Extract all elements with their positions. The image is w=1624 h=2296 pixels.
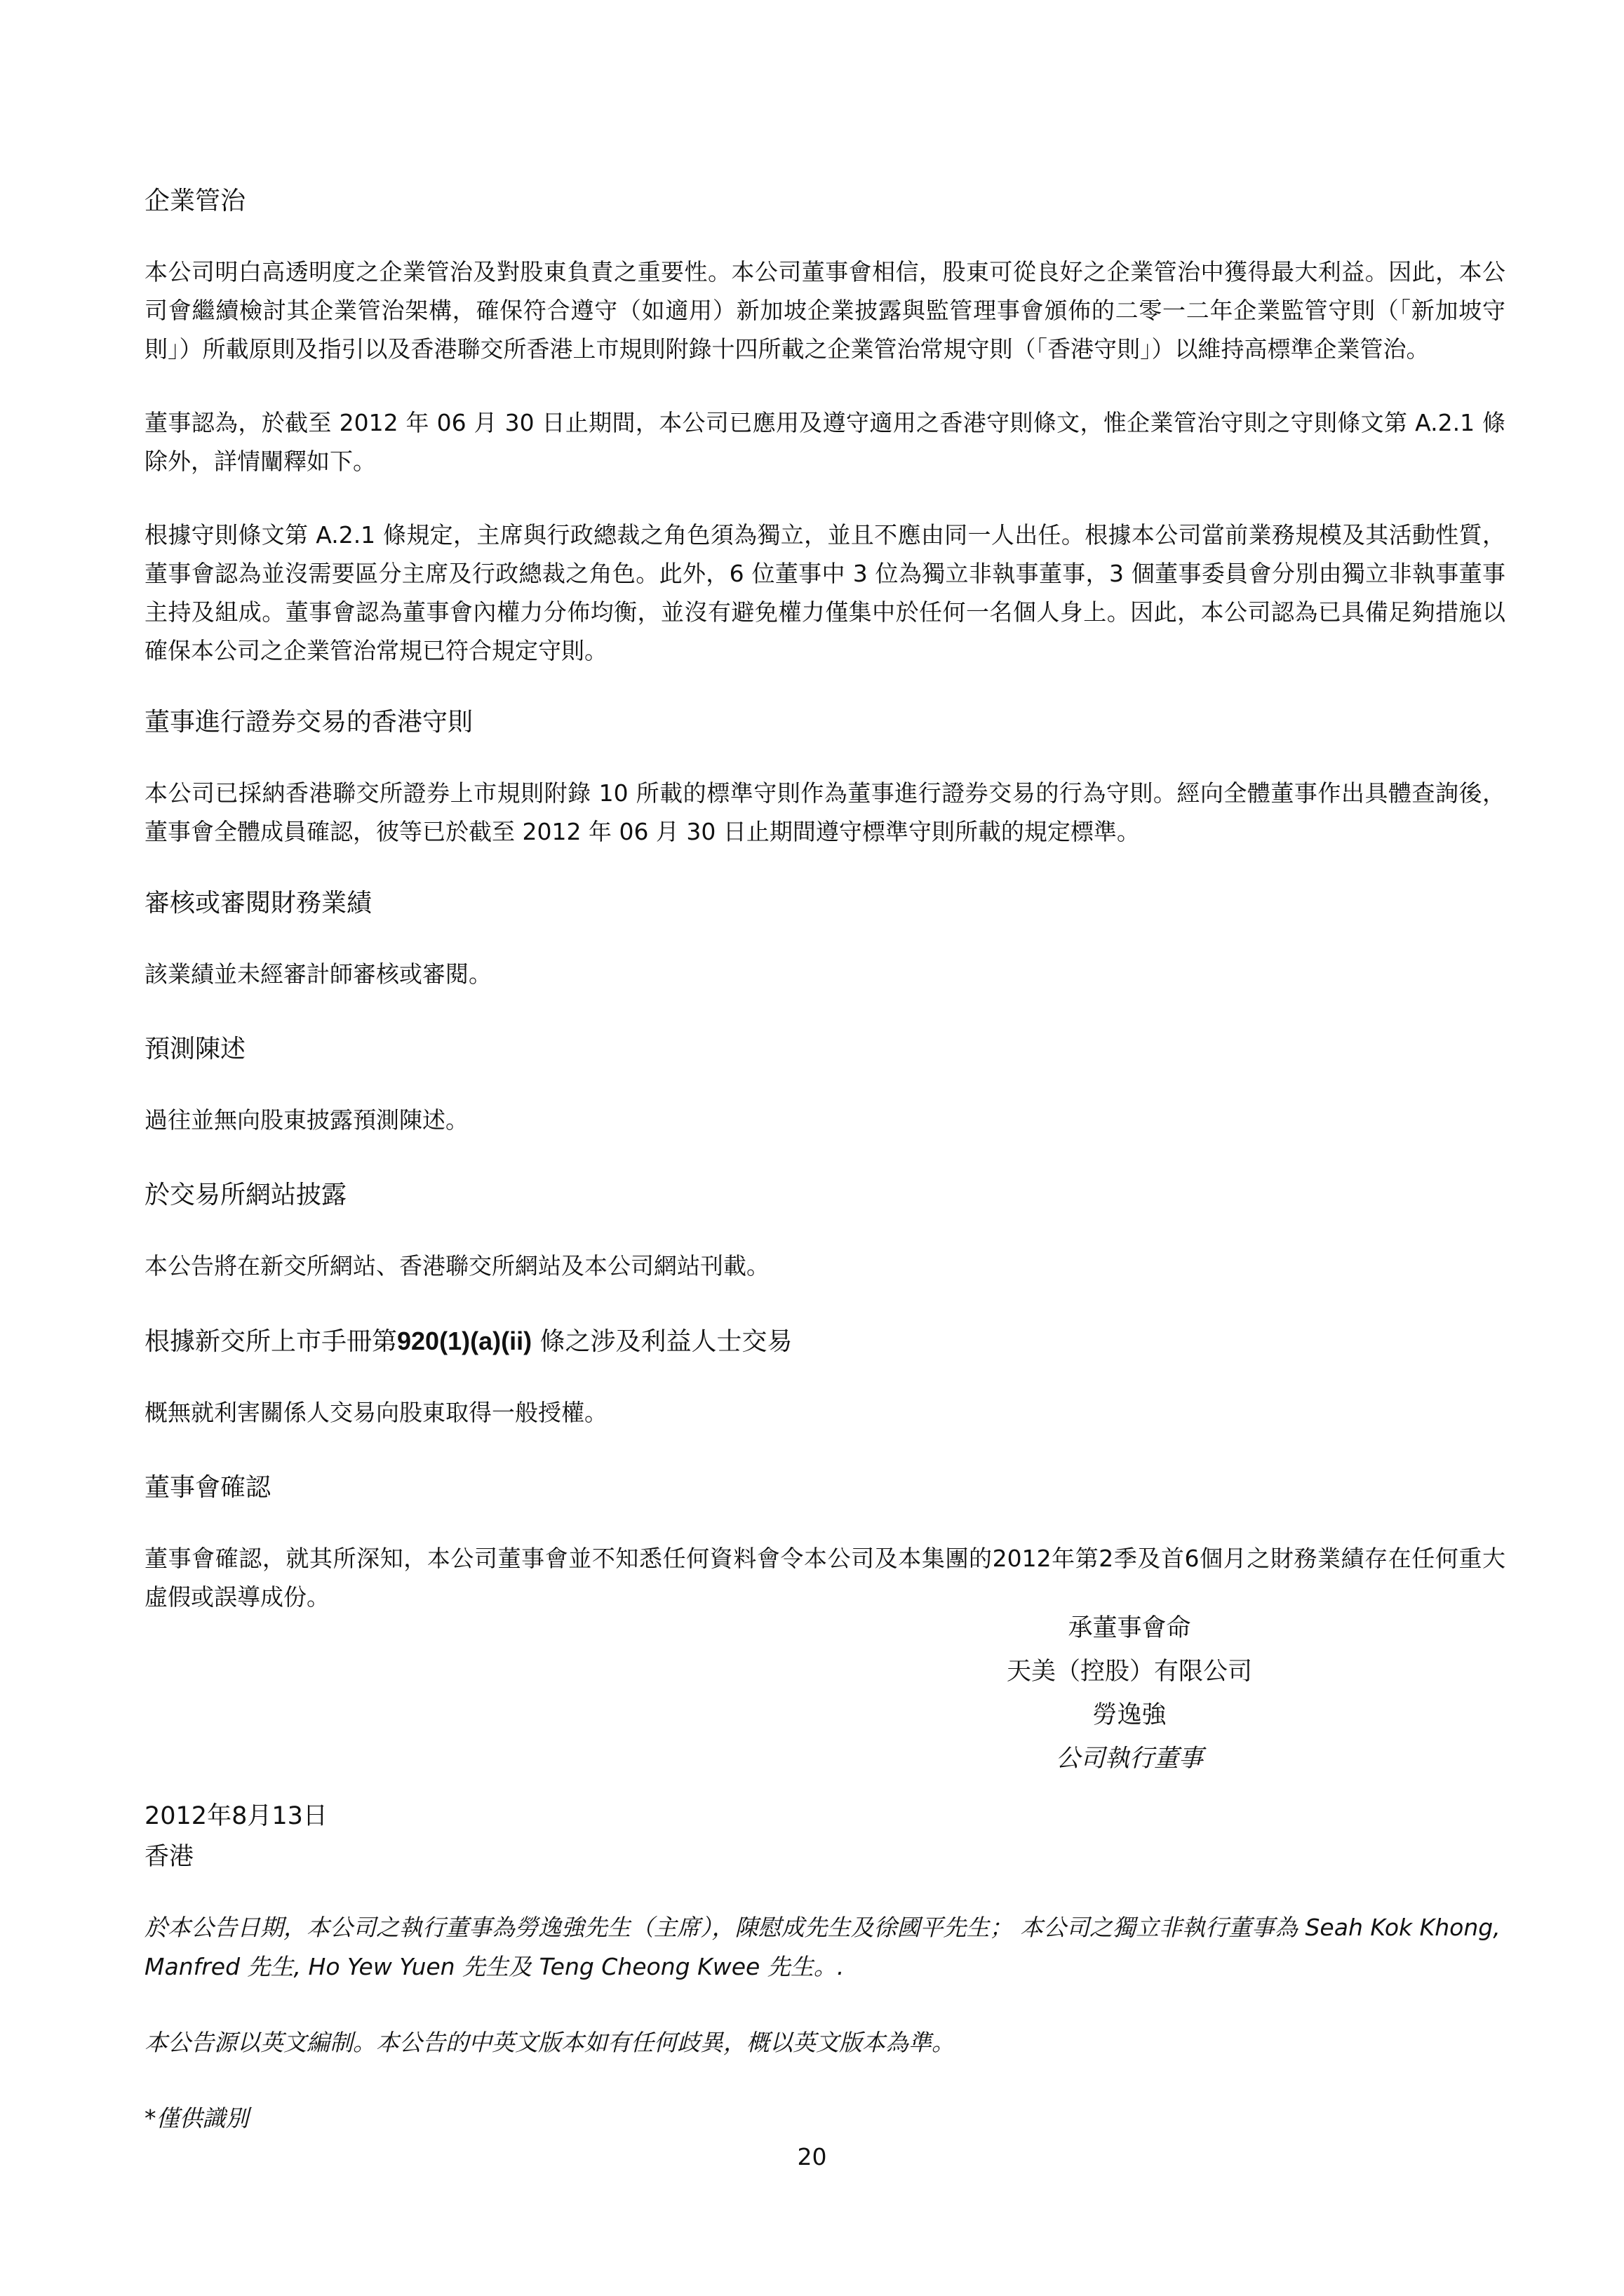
paragraph: 董事認為，於截至 2012 年 06 月 30 日止期間，本公司已應用及遵守適用之香港守則條文，惟企業管治守則之守則條文第 A.2.1 條除外，詳情闡釋如下。 bbox=[145, 409, 1505, 475]
section-heading-forecast: 預測陳述 bbox=[145, 1035, 246, 1063]
section-heading-securities-code: 董事進行證券交易的香港守則 bbox=[145, 708, 474, 737]
page-number: 20 bbox=[797, 2143, 827, 2170]
section-heading-website-disclosure: 於交易所網站披露 bbox=[145, 1181, 347, 1209]
section-heading-interested-person-transactions bbox=[145, 1324, 1505, 1360]
signoff-name: 勞逸強 bbox=[1092, 1701, 1167, 1729]
footnote-directors: 於本公告日期，本公司之執行董事為勞逸強先生（主席），陳慰成先生及徐國平先生； 本公司之獨立非執行董事為 Seah Kok Khong, Manfred 先生, Ho Yew Yuen 先生及 Teng Cheong Kwee 先生。. bbox=[145, 1914, 1501, 1980]
paragraph: 本公司已採納香港聯交所證券上市規則附錄 10 所載的標準守則作為董事進行證券交易的行為守則。經向全體董事作出具體查詢後，董事會全體成員確認，彼等已於截至 2012 年 06 月 30 日止期間遵守標準守則所載的規定標準。 bbox=[145, 779, 1505, 845]
paragraph: 概無就利害關係人交易向股東取得一般授權。 bbox=[145, 1399, 608, 1426]
signoff-company: 天美（控股）有限公司 bbox=[1006, 1658, 1252, 1686]
signoff-role: 公司執行董事 bbox=[1055, 1745, 1203, 1773]
heading-rule-number: 920(1)(a)(ii) bbox=[397, 1327, 532, 1355]
section-heading-corporate-governance: 企業管治 bbox=[145, 187, 246, 215]
paragraph: 董事會確認，就其所深知，本公司董事會並不知悉任何資料會令本公司及本集團的2012年第2季及首6個月之財務業績存在任何重大虛假或誤導成份。 bbox=[145, 1545, 1505, 1611]
document-body bbox=[145, 184, 1505, 1651]
paragraph: 本公司明白高透明度之企業管治及對股東負責之重要性。本公司董事會相信，股東可從良好之企業管治中獲得最大利益。因此，本公司會繼續檢討其企業管治架構，確保符合遵守（如適用）新加坡企業披露與監管理事會頒佈的二零一二年企業監管守則（「新加坡守則」）所載原則及指引以及香港聯交所香港上市規則附錄十四所載之企業管治常規守則（「香港守則」）以維持高標準企業管治。 bbox=[145, 258, 1505, 363]
signature-block bbox=[979, 1606, 1280, 1780]
announcement-date: 2012年8月13日 bbox=[145, 1802, 328, 1830]
section-heading-board-confirmation: 董事會確認 bbox=[145, 1473, 271, 1502]
paragraph: 本公告將在新交所網站、香港聯交所網站及本公司網站刊載。 bbox=[145, 1252, 770, 1280]
signoff-line: 承董事會命 bbox=[1068, 1614, 1191, 1642]
heading-prefix: 根據新交所上市手冊第 bbox=[145, 1327, 398, 1356]
announcement-place: 香港 bbox=[145, 1843, 194, 1871]
paragraph: 該業績並未經審計師審核或審閱。 bbox=[145, 960, 492, 988]
footnotes bbox=[145, 1908, 1505, 2175]
paragraph: 根據守則條文第 A.2.1 條規定，主席與行政總裁之角色須為獨立，並且不應由同一人出任。根據本公司當前業務規模及其活動性質，董事會認為並沒需要區分主席及行政總裁之角色。此外，6 位董事中 3 位為獨立非執事董事，3 個董事委員會分別由獨立非執事董事主持及組成。董事會認為董事會內權力分佈均衡，並沒有避免權力僅集中於任何一名個人身上。因此，本公司認為已具備足夠措施以確保本公司之企業管治常規已符合規定守則。 bbox=[145, 521, 1505, 664]
paragraph: 過往並無向股東披露預測陳述。 bbox=[145, 1106, 469, 1134]
section-heading-audit-review: 審核或審閱財務業績 bbox=[145, 889, 373, 918]
footnote-language: 本公告源以英文編制。本公告的中英文版本如有任何歧異，概以英文版本為準。 bbox=[145, 2029, 955, 2056]
heading-suffix: 條之涉及利益人士交易 bbox=[532, 1327, 793, 1356]
date-place-block bbox=[145, 1796, 328, 1877]
footnote-identification: *僅供識別 bbox=[145, 2104, 249, 2132]
